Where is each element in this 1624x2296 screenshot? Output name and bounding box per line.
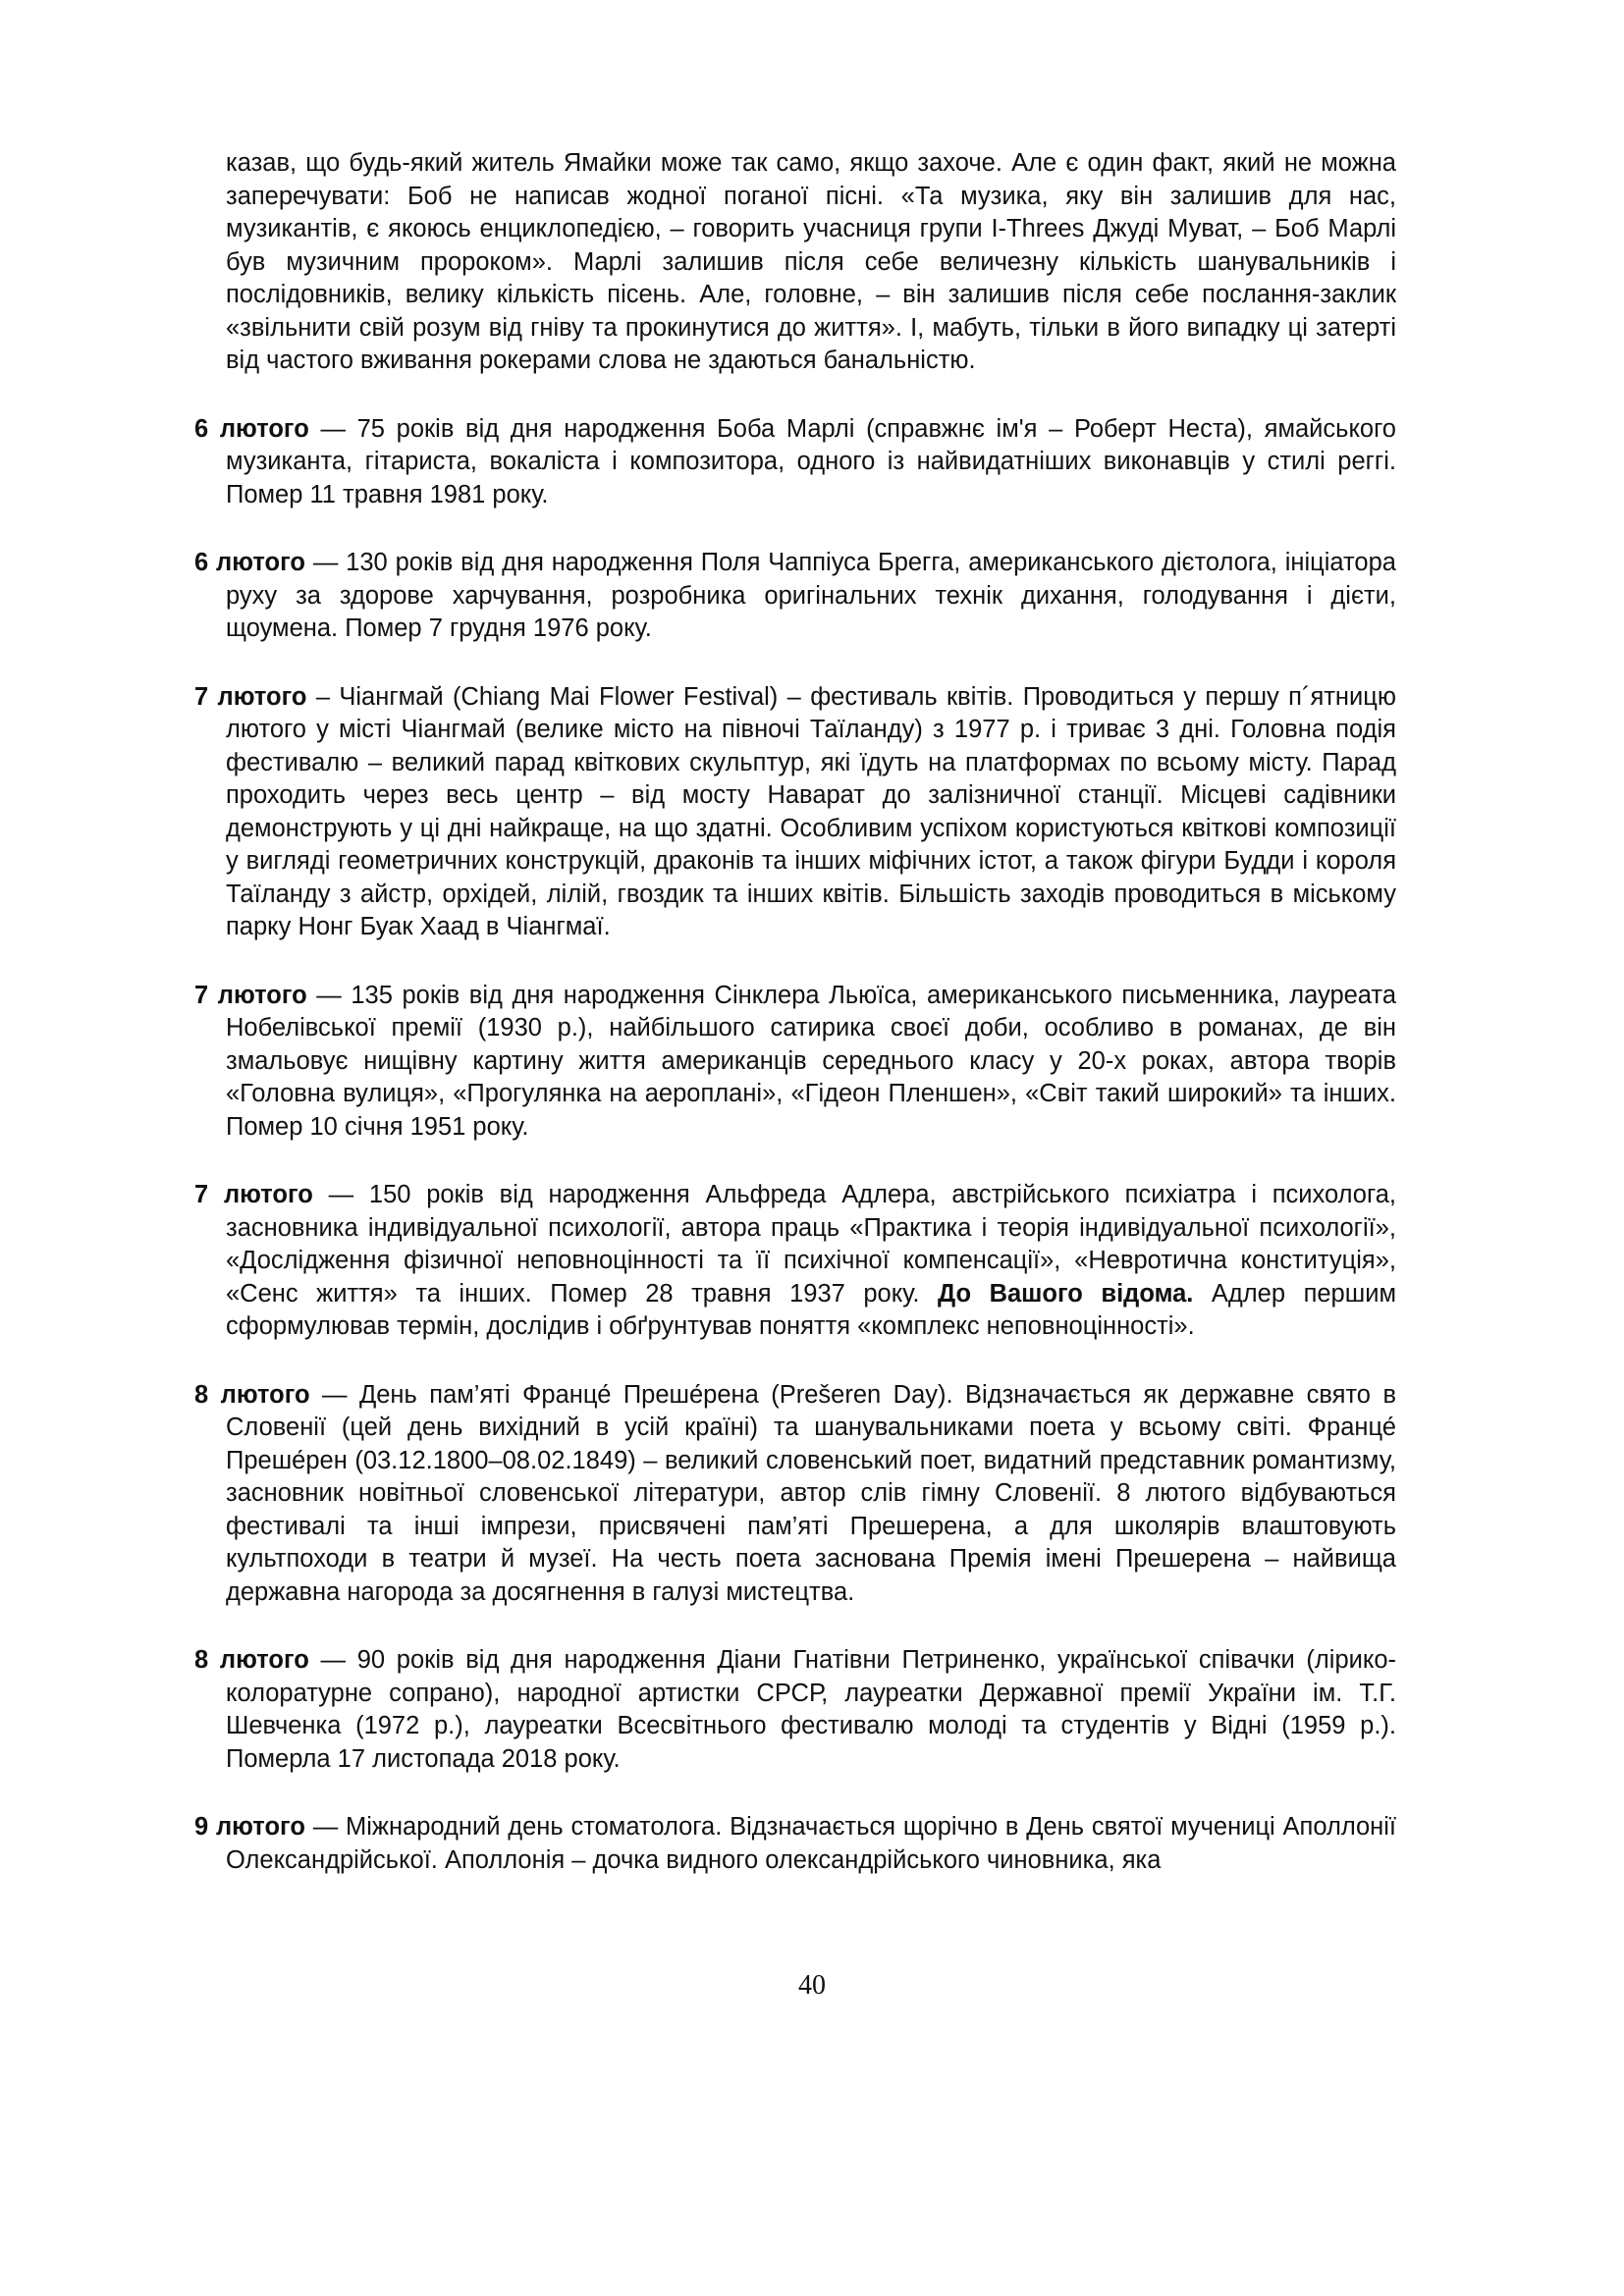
entry-text: — 90 років від дня народження Діани Гнатівни Петриненко, української співачки (лірико-колоратурне сопрано), народної артистки СРСР, лауреатки Державної премії України ім. Т.Г. Шевченка (1972 р.), лауреатки Всесвітнього фестивалю молоді та студентів у Відні (1959 р.). Померла 17 листопада 2018 року.	[226, 1646, 1396, 1773]
entry-date: 6 лютого	[194, 549, 305, 576]
note-text: Адлер першим сформулював термін, дослідив і обґрунтував поняття «комплекс неповноцінності».	[226, 1279, 1396, 1340]
entry-text: — День пам’яті Франце́ Преше́рена (Prešeren Day). Відзначається як державне свято в Словенії (цей день вихідний в усій країні) та шанувальниками поета у всьому світі. Франце́ Преше́рен (03.12.1800–08.02.1849) – великий словенський поет, видатний представник романтизму, засновник новітньої словенської літератури, автор слів гімну Словенії. 8 лютого відбуваються фестивалі та інші імпрези, присвячені пам’яті Прешерена, а для школярів влаштовують культпоходи в театри й музеї. На честь поета заснована Премія імені Прешерена – найвища державна нагорода за досягнення в галузі мистецтва.	[226, 1380, 1396, 1606]
entry-text: — 150 років від народження Альфреда Адлера, австрійського психіатра і психолога, засновника індивідуальної психології, автора праць «Практика і теорія індивідуальної психології», «Дослідження фізичної неповноцінності та її психічної компенсації», «Невротична конституція», «Сенс життя» та інших. Помер 28 травня 1937 року.	[226, 1181, 1396, 1308]
calendar-entry	[194, 413, 1396, 512]
entry-date: 6 лютого	[194, 414, 309, 443]
entry-text: – Чіангмай (Chiang Mai Flower Festival) – фестиваль квітів. Проводиться у першу п´ятницю лютого у місті Чіангмай (велике місто на півночі Таїланду) з 1977 р. і триває 3 дні. Головна подія фестивалю – великий парад квіткових скульптур, які їдуть на платформах по всьому місту. Парад проходить через весь центр – від мосту Наварат до залізничної станції. Місцеві садівники демонструють у ці дні найкраще, на що здатні. Особливим успіхом користуються квіткові композиції у вигляді геометричних конструкцій, драконів та інших міфічних істот, а також фігури Будди і короля Таїланду з айстр, орхідей, лілій, гвоздик та інших квітів. Більшість заходів проводиться в міському парку Нонг Буак Хаад в Чіангмаї.	[226, 682, 1396, 940]
entry-date: 8 лютого	[194, 1380, 310, 1409]
entry-text: — 75 років від дня народження Боба Марлі (справжнє ім'я – Роберт Неста), ямайського музиканта, гітариста, вокаліста і композитора, одного із найвидатніших виконавців у стилі реггі. Помер 11 травня 1981 року.	[226, 414, 1396, 508]
intro-paragraph: казав, що будь-який житель Ямайки може так само, якщо захоче. Але є один факт, який не можна заперечувати: Боб не написав жодної поганої пісні. «Та музика, яку він залишив для нас, музикантів, є якоюсь енциклопедією, – говорить учасниця групи I-Threes Джуді Муват, – Боб Марлі був музичним пророком». Марлі залишив після себе величезну кількість шанувальників і послідовників, велику кількість пісень. Але, головне, – він залишив після себе послання-заклик «звільнити свій розум від гніву та прокинутися до життя». І, мабуть, тільки в його випадку ці затерті від частого вживання рокерами слова не здаються банальністю.	[226, 149, 1396, 374]
page-body	[194, 147, 1396, 1877]
calendar-entry	[194, 1644, 1396, 1776]
calendar-entry	[194, 980, 1396, 1145]
entry-date: 9 лютого	[194, 1813, 305, 1841]
calendar-entry	[194, 1179, 1396, 1344]
page-number: 40	[798, 1970, 826, 2001]
calendar-entry	[194, 681, 1396, 944]
entry-date: 7 лютого	[194, 682, 307, 711]
calendar-entry	[194, 1379, 1396, 1610]
entry-date: 7 лютого	[194, 1181, 313, 1208]
entry-date: 7 лютого	[194, 981, 307, 1009]
calendar-entry	[194, 547, 1396, 646]
entry-date: 8 лютого	[194, 1646, 309, 1674]
entry-text: — Міжнародний день стоматолога. Відзначається щорічно в День святої мучениці Аполлонії Олександрійської. Аполлонія – дочка видного олександрійського чиновника, яка	[226, 1813, 1396, 1874]
note-label: До Вашого відома.	[937, 1279, 1194, 1308]
calendar-entry	[194, 1811, 1396, 1877]
entry-text: — 135 років від дня народження Сінклера Льюїса, американського письменника, лауреата Нобелівської премії (1930 р.), найбільшого сатирика своєї доби, особливо в романах, де він змальовує нищівну картину життя американців середнього класу у 20-х роках, автора творів «Головна вулиця», «Прогулянка на аероплані», «Гідеон Пленшен», «Світ такий широкий» та інших. Помер 10 січня 1951 року.	[226, 981, 1396, 1141]
entry-text: — 130 років від дня народження Поля Чаппіуса Брегга, американського дієтолога, ініціатора руху за здорове харчування, розробника оригінальних технік дихання, голодування і дієти, щоумена. Помер 7 грудня 1976 року.	[226, 549, 1396, 642]
